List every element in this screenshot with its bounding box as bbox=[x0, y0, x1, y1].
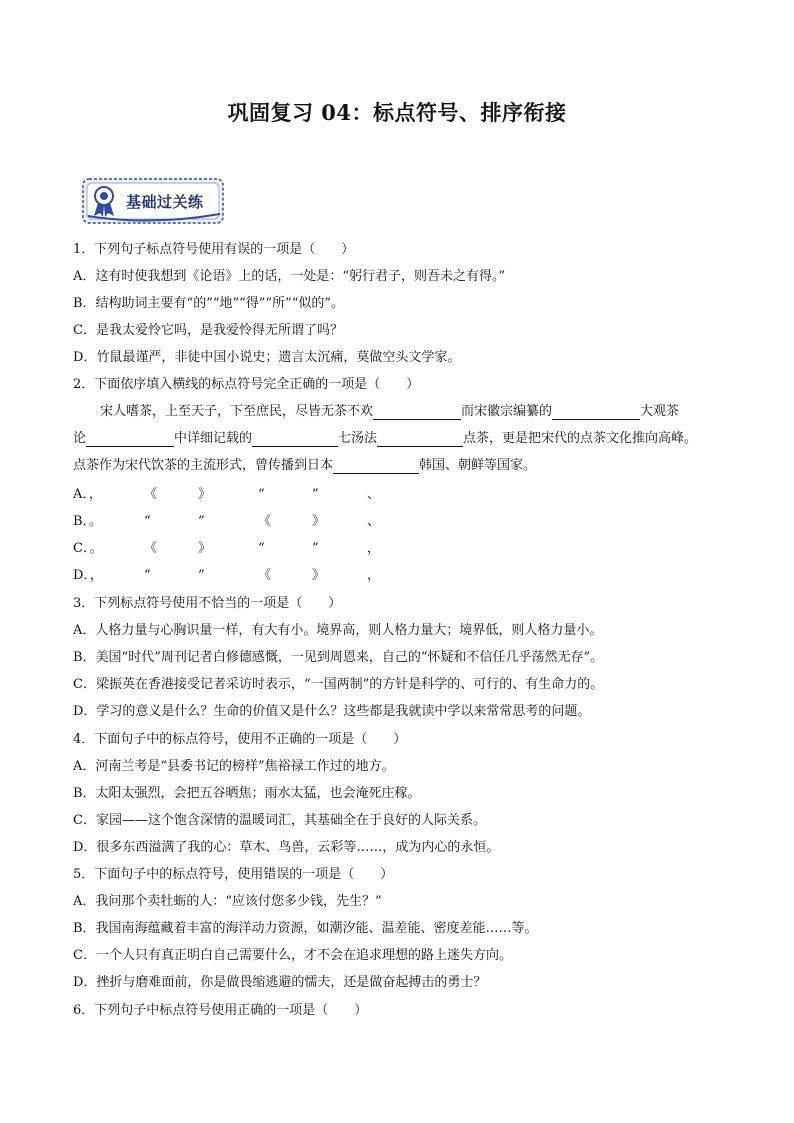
option-symbol: ” bbox=[312, 487, 319, 502]
option-label: D．， bbox=[73, 568, 103, 583]
q5-stem: 5．下面句子中的标点符号，使用错误的一项是（ ） bbox=[73, 867, 394, 882]
q2-passage-line-1 bbox=[100, 404, 679, 420]
option-label: C．。 bbox=[73, 541, 103, 556]
option-label: A．， bbox=[73, 487, 102, 502]
option-symbol: “ bbox=[258, 487, 265, 502]
q4-option-c: C．家园——这个饱含深情的温暖词汇，其基础全在于良好的人际关系。 bbox=[73, 813, 486, 828]
q1-option-c: C．是我太爱怜它吗，是我爱怜得无所谓了吗？ bbox=[73, 323, 343, 338]
q4-stem: 4．下面句子中的标点符号，使用不正确的一项是（ ） bbox=[73, 732, 407, 747]
option-symbol: 《 bbox=[258, 514, 272, 529]
option-symbol: 》 bbox=[312, 514, 326, 529]
q2-text: 点茶，更是把宋代的点茶文化推向高峰。 bbox=[463, 431, 698, 446]
q3-option-a: A．人格力量与心胸识量一样，有大有小。境界高，则人格力量大；境界低，则人格力量小。 bbox=[73, 623, 603, 638]
q2-text: 韩国、朝鲜等国家。 bbox=[419, 458, 537, 473]
option-symbol: 《 bbox=[258, 568, 272, 583]
q3-stem: 3．下列标点符号使用不恰当的一项是（ ） bbox=[73, 596, 342, 611]
q5-option-d: D．挫折与磨难面前，你是做畏缩逃避的懦夫，还是做奋起搏击的勇士？ bbox=[73, 975, 487, 990]
option-symbol: ， bbox=[367, 568, 381, 583]
q3-option-b: B．美国“时代”周刊记者白修德感慨，一见到周恩来，自己的“怀疑和不信任几乎荡然无存”。 bbox=[73, 650, 604, 665]
option-symbol: ” bbox=[198, 568, 205, 583]
option-symbol: ， bbox=[367, 541, 381, 556]
option-symbol: ” bbox=[312, 541, 319, 556]
option-symbol: 》 bbox=[198, 541, 212, 556]
option-symbol: ” bbox=[198, 514, 205, 529]
q2-text: 七汤法 bbox=[338, 431, 378, 446]
section-badge bbox=[80, 176, 226, 226]
q1-option-b: B．结构助词主要有“的”“地”“得”“所”“似的”。 bbox=[73, 296, 345, 311]
fill-blank bbox=[552, 406, 640, 420]
q5-option-a: A．我问那个卖牡蛎的人：“应该付您多少钱，先生？” bbox=[73, 894, 382, 909]
q3-option-c: C．梁振英在香港接受记者采访时表示，“一国两制”的方针是科学的、可行的、有生命力的。 bbox=[73, 677, 604, 692]
q2-text: 而宋徽宗编纂的 bbox=[461, 404, 553, 419]
q2-passage-line-2 bbox=[73, 431, 697, 447]
q4-option-d: D．很多东西溢满了我的心：草木、鸟兽，云彩等……，成为内心的永恒。 bbox=[73, 840, 500, 855]
q2-passage-line-3 bbox=[73, 458, 536, 474]
option-symbol: 、 bbox=[367, 487, 381, 502]
option-symbol: 、 bbox=[367, 514, 381, 529]
option-symbol: 《 bbox=[144, 487, 158, 502]
q6-stem: 6．下列句子中标点符号使用正确的一项是（ ） bbox=[73, 1003, 368, 1018]
q4-option-b: B．太阳太强烈，会把五谷晒焦；雨水太猛，也会淹死庄稼。 bbox=[73, 786, 421, 801]
option-symbol: “ bbox=[144, 568, 151, 583]
option-symbol: 》 bbox=[198, 487, 212, 502]
section-label: 基础过关练 bbox=[126, 193, 204, 211]
q3-option-d: D．学习的意义是什么？生命的价值又是什么？这些都是我就读中学以来常常思考的问题。 bbox=[73, 704, 591, 719]
q1-stem: 1．下列句子标点符号使用有误的一项是（ ） bbox=[73, 242, 355, 257]
fill-blank bbox=[377, 433, 463, 447]
option-label: B．。 bbox=[73, 514, 103, 529]
fill-blank bbox=[86, 433, 174, 447]
q2-stem: 2．下面依序填入横线的标点符号完全正确的一项是（ ） bbox=[73, 377, 420, 392]
q2-text: 点茶作为宋代饮茶的主流形式，曾传播到日本 bbox=[73, 458, 334, 473]
q2-text: 论 bbox=[73, 431, 87, 446]
fill-blank bbox=[373, 406, 461, 420]
q1-option-a: A．这有时使我想到《论语》上的话，一处是：“躬行君子，则吾未之有得。” bbox=[73, 269, 506, 284]
q5-option-b: B．我国南海蕴藏着丰富的海洋动力资源，如潮汐能、温差能、密度差能……等。 bbox=[73, 921, 538, 936]
option-symbol: 《 bbox=[144, 541, 158, 556]
q2-text: 大观茶 bbox=[640, 404, 680, 419]
q2-text: 中详细记载的 bbox=[174, 431, 253, 446]
fill-blank bbox=[333, 460, 419, 474]
page-title: 巩固复习 04：标点符号、排序衔接 bbox=[227, 100, 567, 125]
q5-option-c: C．一个人只有真正明白自己需要什么，才不会在追求理想的路上迷失方向。 bbox=[73, 948, 512, 963]
q4-option-a: A．河南兰考是“县委书记的榜样”焦裕禄工作过的地方。 bbox=[73, 759, 395, 774]
option-symbol: “ bbox=[258, 541, 265, 556]
option-symbol: “ bbox=[144, 514, 151, 529]
q1-option-d: D．竹鼠最谨严，非徒中国小说史；遗言太沉痛，莫做空头文学家。 bbox=[73, 350, 461, 365]
q2-text: 宋人嗜茶，上至天子，下至庶民，尽皆无茶不欢 bbox=[100, 404, 374, 419]
fill-blank bbox=[252, 433, 338, 447]
option-symbol: 》 bbox=[312, 568, 326, 583]
